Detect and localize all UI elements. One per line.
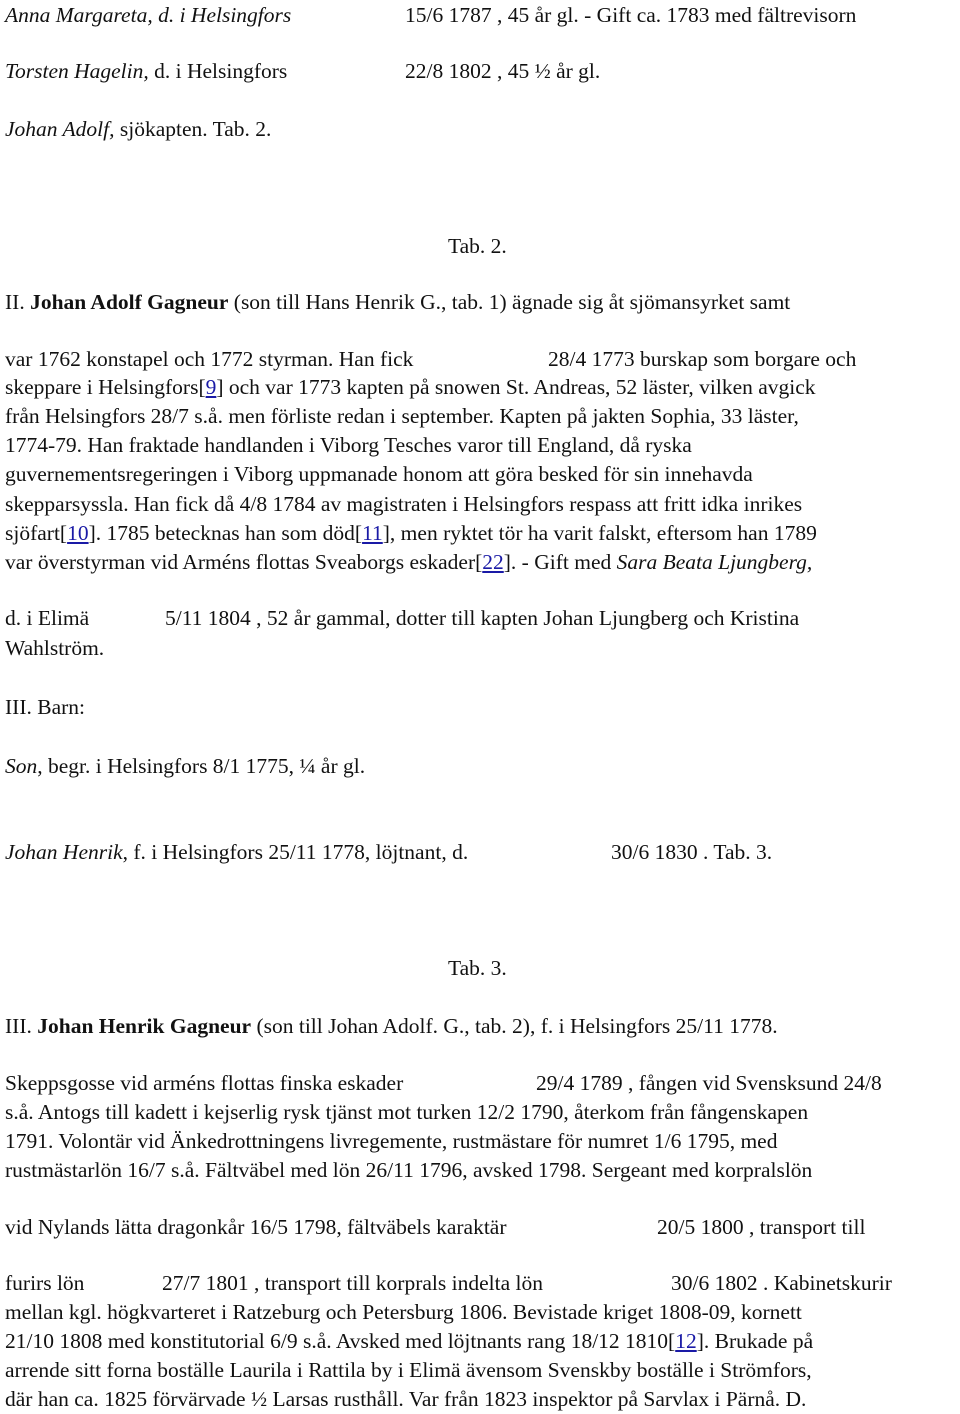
tab3-line-8 <box>5 1331 813 1353</box>
person-name-bold: Johan Henrik Gagneur <box>37 1014 252 1038</box>
entry-torsten-hagelin <box>5 61 287 83</box>
children-heading: III. Barn: <box>5 695 85 719</box>
tab3-line-5b: 20/5 1800 , transport till <box>657 1215 866 1239</box>
tab3-intro-line <box>5 1016 778 1038</box>
tab3-line-7: mellan kgl. högkvarteret i Ratzeburg och Petersburg 1806. Bevistade kriget 1808-09, kornett <box>5 1300 802 1324</box>
tab3-line-1a: Skeppsgosse vid arméns flottas finska eskader <box>5 1071 404 1095</box>
tab2-line-5: 1774-79. Han fraktade handlanden i Viborg Tesches varor till England, då ryska <box>5 433 692 457</box>
tab2-line-8 <box>5 523 817 545</box>
tab3-line-9: arrende sitt forna boställe Laurila i Rattila by i Elimä ävensom Svenskby boställe i Strömfors, <box>5 1358 812 1382</box>
footnote-link-22[interactable]: 22 <box>482 550 504 574</box>
text-part: ]. 1785 betecknas han som död[ <box>88 521 363 545</box>
tab2-line-2a: var 1762 konstapel och 1772 styrman. Han fick <box>5 347 414 371</box>
child-entry-johan-henrik-date: 30/6 1830 . Tab. 3. <box>611 840 773 864</box>
text-part: var överstyrman vid Arméns flottas Sveaborgs eskader[ <box>5 550 483 574</box>
text-part: ], men ryktet tör ha varit falskt, eftersom han 1789 <box>382 521 817 545</box>
child-name: Johan Henrik <box>5 840 123 864</box>
text-part: ]. Brukade på <box>696 1329 814 1353</box>
tab2-line-7: skepparsyssla. Han fick då 4/8 1784 av magistraten i Helsingfors respass att fritt idka inrikes <box>5 492 803 516</box>
footnote-link-10[interactable]: 10 <box>67 521 89 545</box>
tab2-line-2b: 28/4 1773 burskap som borgare och <box>548 347 857 371</box>
text-part: sjöfart[ <box>5 521 68 545</box>
spouse-name: Sara Beata Ljungberg, <box>616 550 813 574</box>
child-name: Son <box>5 754 38 778</box>
tab2-line-4: från Helsingfors 28/7 s.å. men förliste redan i september. Kapten på jakten Sophia, 33 läster, <box>5 404 799 428</box>
person-name: Torsten Hagelin, <box>5 59 149 83</box>
footnote-link-12[interactable]: 12 <box>675 1329 697 1353</box>
child-entry-johan-henrik <box>5 842 468 864</box>
child-text: , f. i Helsingfors 25/11 1778, löjtnant, d. <box>122 840 469 864</box>
tab2-line-9 <box>5 552 812 574</box>
generation-label: II. <box>5 290 25 314</box>
tab3-line-5a: vid Nylands lätta dragonkår 16/5 1798, fältväbels karaktär <box>5 1215 507 1239</box>
tab2-line-6: guvernementsregeringen i Viborg uppmanade honom att göra besked för sin innehavda <box>5 462 753 486</box>
tab2-intro-line <box>5 292 790 314</box>
tab3-line-10: där han ca. 1825 förvärvade ½ Larsas rusthåll. Var från 1823 inspektor på Sarvlax i Pärnå. D. <box>5 1387 807 1411</box>
section-heading-tab-3: Tab. 3. <box>448 956 507 980</box>
tab3-line-3: 1791. Volontär vid Änkedrottningens livregemente, rustmästare för numret 1/6 1795, med <box>5 1129 778 1153</box>
death-place: d. i Helsingfors <box>152 3 292 27</box>
tab3-line-4: rustmästarlön 16/7 s.å. Fältväbel med lön 26/11 1796, avsked 1798. Sergeant med korpralslön <box>5 1158 813 1182</box>
tab3-line-6a: furirs lön <box>5 1271 85 1295</box>
section-heading-tab-2: Tab. 2. <box>448 234 507 258</box>
text-part: 21/10 1808 med konstitutorial 6/9 s.å. Avsked med löjtnants rang 18/12 1810[ <box>5 1329 676 1353</box>
tab2-line-10a: d. i Elimä <box>5 606 90 630</box>
child-entry-son <box>5 756 365 778</box>
intro-text: (son till Hans Henrik G., tab. 1) ägnade sig åt sjömansyrket samt <box>228 290 791 314</box>
tab2-line-3 <box>5 377 955 399</box>
entry-torsten-hagelin-date: 22/8 1802 , 45 ½ år gl. <box>405 59 601 83</box>
person-name: Anna Margareta, <box>5 3 153 27</box>
tab3-line-2: s.å. Antogs till kadett i kejserlig rysk tjänst mot turken 12/2 1790, återkom från fångenskapen <box>5 1100 809 1124</box>
generation-label: III. <box>5 1014 32 1038</box>
entry-text: sjökapten. Tab. 2. <box>114 117 272 141</box>
tab3-line-1b: 29/4 1789 , fången vid Svensksund 24/8 <box>536 1071 882 1095</box>
footnote-link-9[interactable]: 9 <box>205 375 217 399</box>
text-segment <box>5 377 816 399</box>
tab3-line-6c: 30/6 1802 . Kabinetskurir <box>671 1271 892 1295</box>
entry-anna-margareta <box>5 5 291 27</box>
person-name: Johan Adolf, <box>5 117 115 141</box>
text-part: ] och var 1773 kapten på snowen St. Andreas, 52 läster, vilken avgick <box>216 375 816 399</box>
person-name-bold: Johan Adolf Gagneur <box>30 290 229 314</box>
text-part: skeppare i Helsingfors[ <box>5 375 206 399</box>
child-text: , begr. i Helsingfors 8/1 1775, ¼ år gl. <box>37 754 366 778</box>
intro-text: (son till Johan Adolf. G., tab. 2), f. i Helsingfors 25/11 1778. <box>251 1014 778 1038</box>
death-place: d. i Helsingfors <box>148 59 288 83</box>
entry-johan-adolf <box>5 119 271 141</box>
entry-anna-margareta-date: 15/6 1787 , 45 år gl. - Gift ca. 1783 med fältrevisorn <box>405 3 857 27</box>
tab3-line-6b: 27/7 1801 , transport till korprals indelta lön <box>162 1271 543 1295</box>
text-part: ]. - Gift med <box>503 550 617 574</box>
tab2-line-11: Wahlström. <box>5 636 105 660</box>
footnote-link-11[interactable]: 11 <box>362 521 383 545</box>
tab2-line-10b: 5/11 1804 , 52 år gammal, dotter till kapten Johan Ljungberg och Kristina <box>165 606 800 630</box>
